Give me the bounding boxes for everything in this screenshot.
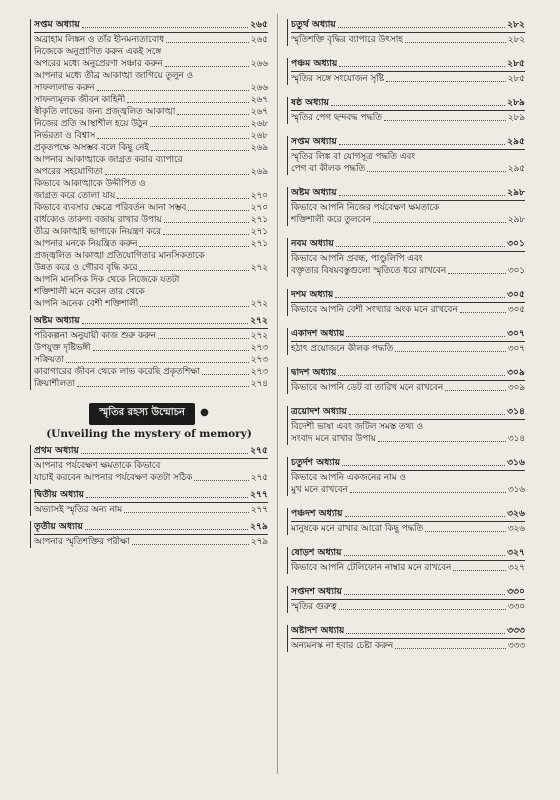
toc-entry: নিজের প্রতি আস্থাশীল হয়ে উঠুন ২৬৮: [34, 119, 268, 129]
toc-entry-line: কিভাবে আপনি নিজের পর্যবেক্ষণ ক্ষমতাকে: [291, 203, 440, 213]
chapter-15-right: [287, 508, 525, 535]
chapter-heading: চতুর্দশ অধ্যায় ৩১৬: [291, 457, 525, 471]
chapter-heading: একাদশ অধ্যায় ৩০৭: [291, 328, 525, 342]
toc-entry-line: আপনার আকাঙ্খাকে জাগ্রত করার ব্যাপারে: [34, 155, 183, 165]
toc-entry-line: কিভাবে আপনি প্রবন্ধ, পাণ্ডুলিপি এবং: [291, 254, 423, 264]
toc-entry: আপনার মনকে নিয়ন্ত্রিত করুন ২৭১: [34, 239, 268, 249]
chapter-12-right: [287, 367, 525, 394]
toc-entry: অপরের মধ্যে অনুপ্রেরণা সঞ্চার করুন ২৬৬: [34, 59, 268, 69]
toc-entry: ক্রিয়াশীলতা ২৭৪: [34, 379, 268, 389]
chapter-3-left: [30, 521, 268, 548]
chapter-title: অষ্টম অধ্যায়: [34, 315, 80, 326]
chapter-heading: ষোড়শ অধ্যায় ৩২৭: [291, 547, 525, 561]
chapter-heading: [34, 315, 268, 329]
toc-entry: মুখ মনে রাখবেন ৩১৬: [291, 485, 525, 495]
chapter-7-right: [287, 136, 525, 175]
chapter-heading: [34, 19, 268, 33]
chapter-5-right: [287, 58, 525, 85]
section-banner: [30, 400, 268, 440]
toc-entry: স্মৃতির গুরুত্ব ৩৩০: [291, 602, 525, 612]
toc-entry: বক্তৃতার বিষয়বস্তুগুলো স্মৃতিতে ধরে রাখবেন ৩০১: [291, 266, 525, 276]
toc-entry: শক্তিশালী করে তুলবেন ২৯৮: [291, 215, 525, 225]
chapter-10-right: [287, 289, 525, 316]
chapter-heading: [34, 489, 268, 503]
toc-left-column: [30, 14, 268, 548]
toc-entry-line: আপনার মধ্যে তীব্র আকাঙ্খা জাগিয়ে তুলুন ও: [34, 71, 194, 81]
chapter-9-right: [287, 238, 525, 277]
toc-entry: বার্ধক্যেও তারুণ্য বজায় রাখার উপায় ২৭১: [34, 215, 268, 225]
toc-entry: কিভাবে ব্যবসার ক্ষেত্রে পরিবর্তন আনা সম্ভব ২৭০: [34, 203, 268, 213]
toc-entry: উন্নত করে ও গৌরব বৃদ্ধি করে ২৭২: [34, 263, 268, 273]
toc-entry: প্রকৃতপক্ষে অসম্ভব বলে কিছু নেই ২৬৯: [34, 143, 268, 153]
toc-entry-line: আপনি মানসিক দিক থেকে নিজেকে যতটা: [34, 275, 180, 285]
toc-entry-line: স্মৃতির লিঙ্ক বা যোগসূত্র পদ্ধতি এবং: [291, 152, 416, 162]
toc-entry: কিভাবে আপনি বেশী সংখ্যার অংক মনে রাখবেন ৩০৫: [291, 305, 525, 315]
chapter-8-right: [287, 187, 525, 226]
toc-entry-line: বিদেশী ভাষা এবং জটিল সমস্ত তথ্য ও: [291, 422, 424, 432]
column-divider: [277, 14, 278, 774]
toc-entry: স্মৃতিশক্তি বৃদ্ধির ব্যাপারে উৎসাহ ২৮২: [291, 35, 525, 45]
toc-entry-line: প্রজ্জ্বলিত আকাঙ্খা প্রতিযোগিতার মানসিকতাকে: [34, 251, 205, 261]
toc-entry: সংবাদ মনে রাখার উপায় ৩১৪: [291, 434, 525, 444]
chapter-page: ২৭৯: [250, 521, 268, 532]
chapter-17-right: [287, 586, 525, 613]
chapter-18-right: [287, 625, 525, 652]
toc-entry: পেগ বা কীলক পদ্ধতি ২৯৫: [291, 164, 525, 174]
chapter-heading: পঞ্চম অধ্যায় ২৮৫: [291, 58, 525, 72]
chapter-heading: নবম অধ্যায় ৩০১: [291, 238, 525, 252]
chapter-1-left: [30, 445, 268, 484]
toc-entry: স্মৃতির সঙ্গে সংযোজন সৃষ্টি ২৮৫: [291, 74, 525, 84]
toc-entry: কারাগারের জীবন থেকে লাভ করেছি প্রকৃতশিক্ষা ২৭৩: [34, 367, 268, 377]
bullet-dot-icon: ●: [200, 407, 209, 418]
chapter-heading: সপ্তদশ অধ্যায় ৩৩০: [291, 586, 525, 600]
toc-entry: উপযুক্ত দৃষ্টিভঙ্গী ২৭৩: [34, 343, 268, 353]
chapter-heading: সপ্তম অধ্যায় ২৯৫: [291, 136, 525, 150]
chapter-page: ২৭২: [250, 315, 268, 326]
chapter-8-left: [30, 315, 268, 390]
chapter-title: দ্বিতীয় অধ্যায়: [34, 489, 85, 500]
toc-entry: যাচাই করবেন আপনার পর্যবেক্ষণ কতটা সঠিক ২৭৫: [34, 473, 268, 483]
toc-entry: অন্যমনস্ক না হবার চেষ্টা করুন ৩৩৩: [291, 641, 525, 651]
chapter-11-right: [287, 328, 525, 355]
toc-right-column: [287, 14, 525, 652]
toc-entry: জাগ্রত করে তোলা যায় ২৭০: [34, 191, 268, 201]
chapter-heading: দ্বাদশ অধ্যায় ৩০৯: [291, 367, 525, 381]
chapter-heading: চতুর্থ অধ্যায় ২৮২: [291, 19, 525, 33]
toc-entry: অপরের সহযোগিতা ২৬৯: [34, 167, 268, 177]
toc-entry: অভ্যাসই স্মৃতির অন্য নাম ২৭৭: [34, 505, 268, 515]
chapter-13-right: [287, 406, 525, 445]
section-title-bengali: স্মৃতির রহস্য উন্মোচন: [89, 403, 195, 425]
toc-entry-line: আপনার পর্যবেক্ষণ ক্ষমতাকে কিভাবে: [34, 461, 161, 471]
chapter-heading: ত্রয়োদশ অধ্যায় ৩১৪: [291, 406, 525, 420]
toc-entry: মানুষকে মনে রাখার আরো কিছু পদ্ধতি ৩২৬: [291, 524, 525, 534]
chapter-page: ২৭৫: [250, 445, 268, 456]
chapter-7-left: [30, 19, 268, 310]
toc-entry-line: কিভাবে আপনি একজনের নাম ও: [291, 473, 406, 483]
toc-entry: স্বীকৃতি লাভের জন্য প্রজ্জ্বলিত আকাঙ্খা ২৬৭: [34, 107, 268, 117]
toc-entry: অব্রাহাম লিঙ্কন ও তাঁর হীনমন্যতাবোধ ২৬৫: [34, 35, 268, 45]
toc-entry: নির্ভরতা ও বিশ্বাস ২৬৮: [34, 131, 268, 141]
toc-entry: সাফল্যমূলক জীবন কাহিনী ২৬৭: [34, 95, 268, 105]
toc-entry: স্মৃতির পেগ ছন্দবদ্ধ পদ্ধতি ২৮৯: [291, 113, 525, 123]
chapter-heading: অষ্টম অধ্যায় ২৯৮: [291, 187, 525, 201]
toc-entry: আপনি অনেক বেশী শক্তিশালী ২৭২: [34, 299, 268, 309]
chapter-heading: [34, 445, 268, 459]
chapter-title: তৃতীয় অধ্যায়: [34, 521, 83, 532]
section-title-english: (Unveiling the mystery of memory): [46, 428, 252, 440]
chapter-16-right: [287, 547, 525, 574]
toc-entry: কিভাবে আপনি ডেট বা তারিখ মনে রাখবেন ৩০৯: [291, 383, 525, 393]
toc-entry-line: কিভাবে আকাঙ্খাকে উদ্দীপিত ও: [34, 179, 146, 189]
toc-entry: সাফল্যলাভ করুন ২৬৬: [34, 83, 268, 93]
toc-entry: সক্রিয়তা ২৭৩: [34, 355, 268, 365]
chapter-heading: ষষ্ঠ অধ্যায় ২৮৯: [291, 97, 525, 111]
toc-entry-line: নিজেকে অনুপ্রাণিত করুন একই সঙ্গে: [34, 47, 162, 57]
chapter-2-left: [30, 489, 268, 516]
chapter-page: ২৭৭: [250, 489, 268, 500]
toc-entry: হঠাৎ প্রয়োজনে কীলক পদ্ধতি ৩০৭: [291, 344, 525, 354]
chapter-page: ২৬৫: [250, 19, 268, 30]
chapter-14-right: [287, 457, 525, 496]
chapter-heading: পঞ্চদশ অধ্যায় ৩২৬: [291, 508, 525, 522]
chapter-title: সপ্তম অধ্যায়: [34, 19, 80, 30]
chapter-title: প্রথম অধ্যায়: [34, 445, 79, 456]
toc-entry: কিভাবে আপনি টেলিফোন নাম্বার মনে রাখবেন ৩২৭: [291, 563, 525, 573]
chapter-heading: অষ্টাদশ অধ্যায় ৩৩৩: [291, 625, 525, 639]
chapter-heading: দশম অধ্যায় ৩০৫: [291, 289, 525, 303]
chapter-6-right: [287, 97, 525, 124]
toc-entry: আপনার স্মৃতিশক্তির পরীক্ষা ২৭৯: [34, 537, 268, 547]
toc-entry-line: শক্তিশালী মনে করেন তার থেকে: [34, 287, 145, 297]
toc-entry: তীব্র আকাঙ্খাই ভাগ্যকে নিয়ন্ত্রণ করে ২৭১: [34, 227, 268, 237]
chapter-4-right: [287, 19, 525, 46]
toc-entry: পরিকল্পনা অনুযায়ী কাজ শুরু করুন ২৭২: [34, 331, 268, 341]
chapter-heading: [34, 521, 268, 535]
